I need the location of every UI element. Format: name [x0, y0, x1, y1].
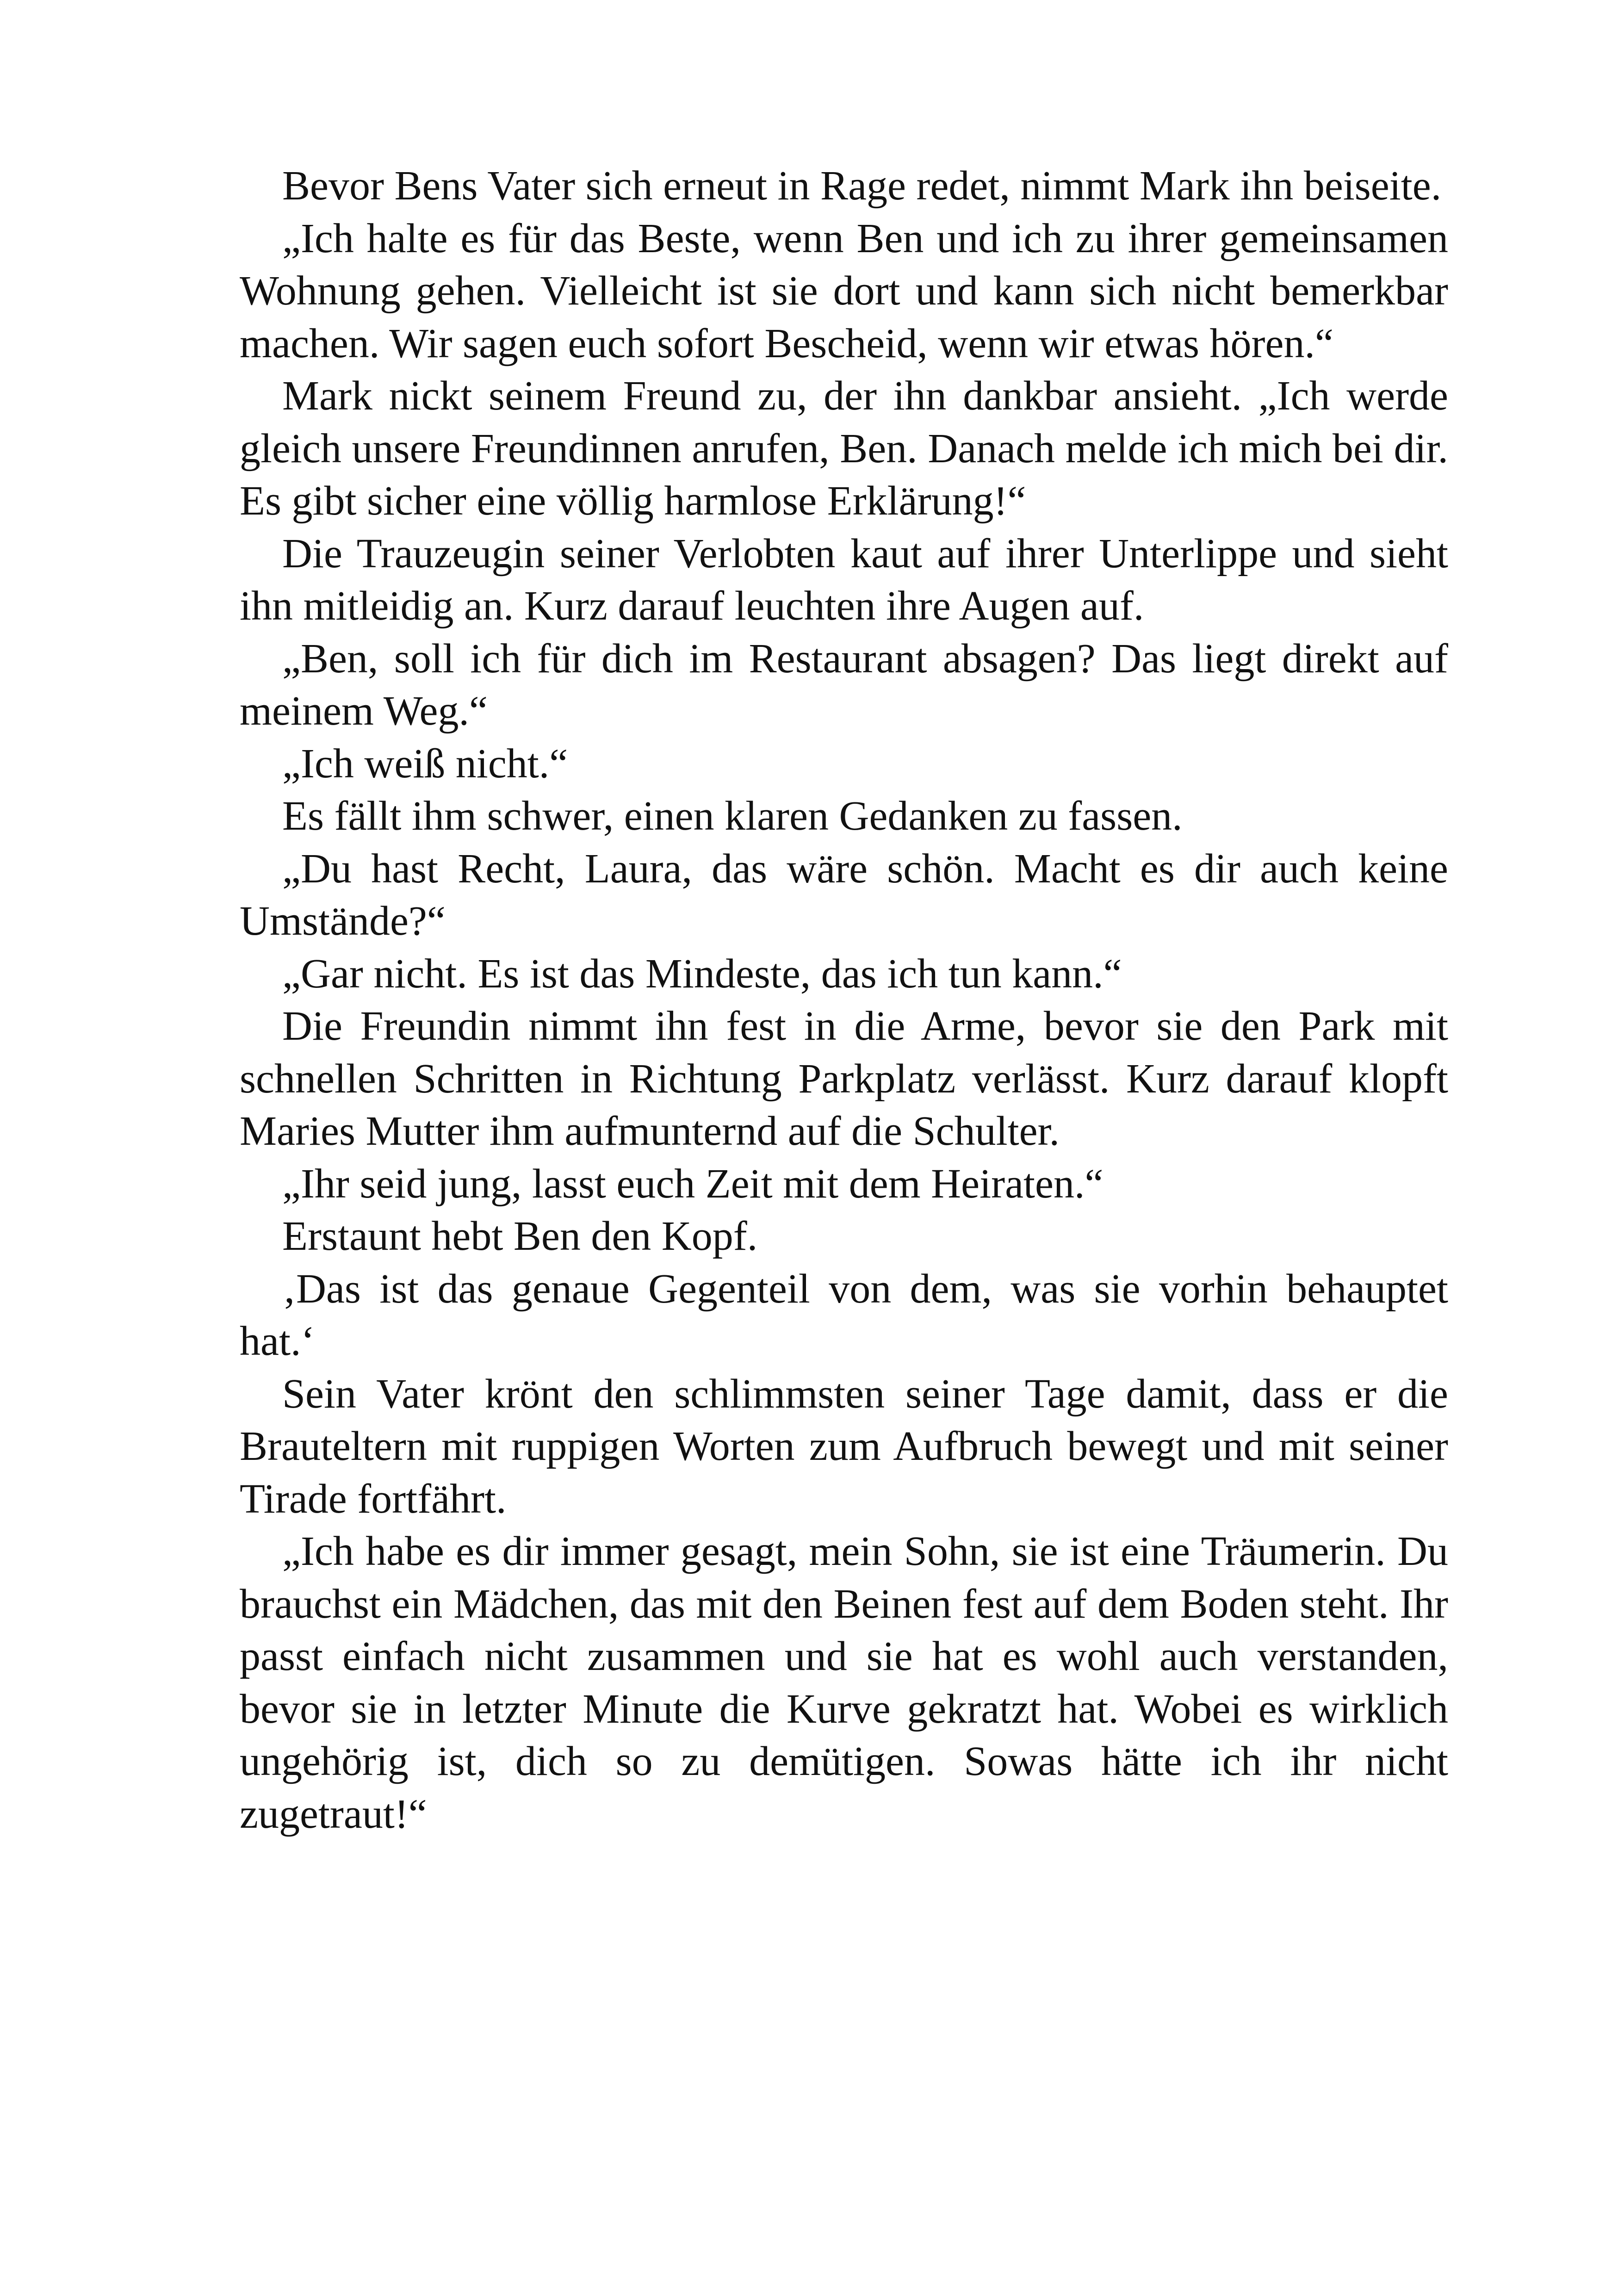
- paragraph: „Du hast Recht, Laura, das wäre schön. Macht es dir auch keine Umstände?“: [240, 845, 1448, 944]
- paragraph: „Ben, soll ich für dich im Restaurant absagen? Das liegt direkt auf meinem Weg.“: [240, 635, 1448, 734]
- paragraph: „Gar nicht. Es ist das Mindeste, das ich tun kann.“: [282, 950, 1122, 997]
- paragraph: „Ihr seid jung, lasst euch Zeit mit dem Heiraten.“: [282, 1160, 1103, 1207]
- paragraph: Mark nickt seinem Freund zu, der ihn dankbar ansieht. „Ich werde gleich unsere Freundinnen anrufen, Ben. Danach melde ich mich bei dir. Es gibt sicher eine völlig harmlose Erklärung!“: [240, 373, 1448, 524]
- paragraph: Die Trauzeugin seiner Verlobten kaut auf ihrer Unterlippe und sieht ihn mitleidig an. Kurz darauf leuchten ihre Augen auf.: [240, 530, 1448, 629]
- body-text: [240, 160, 1448, 1840]
- paragraph: Sein Vater krönt den schlimmsten seiner Tage damit, dass er die Brauteltern mit ruppigen Worten zum Aufbruch bewegt und mit seiner Tirade fortfährt.: [240, 1371, 1448, 1522]
- paragraph: Bevor Bens Vater sich erneut in Rage redet, nimmt Mark ihn beiseite.: [282, 163, 1442, 209]
- paragraph: ‚Das ist das genaue Gegenteil von dem, was sie vorhin behauptet hat.‘: [240, 1266, 1448, 1364]
- paragraph: Erstaunt hebt Ben den Kopf.: [282, 1213, 758, 1259]
- paragraph: „Ich habe es dir immer gesagt, mein Sohn, sie ist eine Träumerin. Du brauchst ein Mädchen, das mit den Beinen fest auf dem Boden steht. Ihr passt einfach nicht zusammen und sie hat es wohl auch verstanden, bevor sie in letzter Minute die Kurve gekratzt hat. Wobei es wirklich ungehörig ist, dich so zu demütigen. Sowas hätte ich ihr nicht zugetraut!“: [240, 1528, 1448, 1837]
- paragraph: „Ich halte es für das Beste, wenn Ben und ich zu ihrer gemeinsamen Wohnung gehen. Vielleicht ist sie dort und kann sich nicht bemerkbar machen. Wir sagen euch sofort Bescheid, wenn wir etwas hören.“: [240, 215, 1448, 366]
- paragraph: Die Freundin nimmt ihn fest in die Arme, bevor sie den Park mit schnellen Schritten in Richtung Parkplatz verlässt. Kurz darauf klopft Maries Mutter ihm aufmunternd auf die Schulter.: [240, 1003, 1448, 1154]
- paragraph: Es fällt ihm schwer, einen klaren Gedanken zu fassen.: [282, 793, 1183, 839]
- paragraph: „Ich weiß nicht.“: [282, 740, 568, 787]
